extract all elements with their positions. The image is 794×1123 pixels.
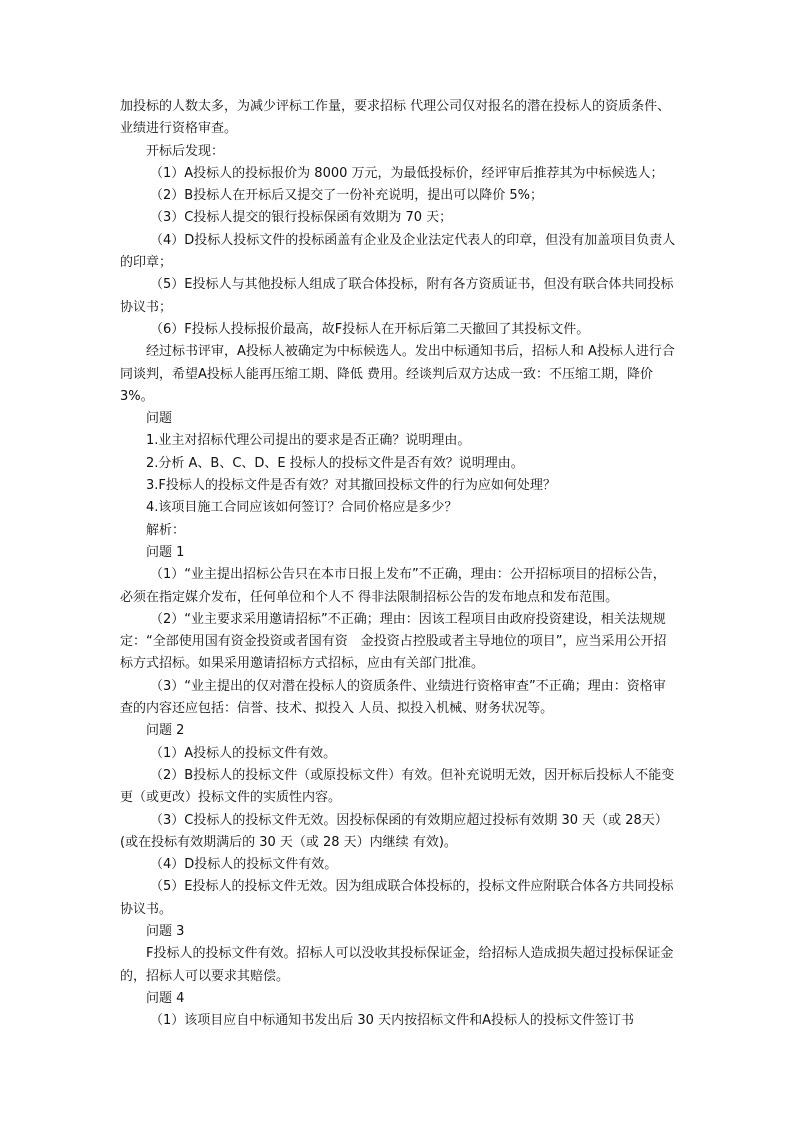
paragraph: 问题 <box>146 411 173 427</box>
paragraph: 3.F投标人的投标文件是否有效？对其撤回投标文件的行为应如何处理？ <box>146 478 556 494</box>
paragraph: （3）“业主提出的仅对潜在投标人的资质条件、业绩进行资格审查”不正确；理由：资格审查的内容还应包括：信誉、技术、拟投入 人员、拟投入机械、财务状况等。 <box>120 678 666 717</box>
paragraph: 问题 2 <box>146 723 185 739</box>
paragraph: （1）A投标人的投标文件有效。 <box>150 745 337 761</box>
paragraph: （4）D投标人投标文件的投标函盖有企业及企业法定代表人的印章，但没有加盖项目负责人的印章； <box>120 232 676 271</box>
paragraph: （6）F投标人投标报价最高，故F投标人在开标后第二天撤回了其投标文件。 <box>150 321 590 337</box>
paragraph: 4.该项目施工合同应该如何签订？合同价格应是多少？ <box>146 500 458 516</box>
paragraph: （1）A投标人的投标报价为 8000 万元，为最低投标价，经评审后推荐其为中标候选人； <box>150 165 664 181</box>
paragraph: （5）E投标人与其他投标人组成了联合体投标，附有各方资质证书，但没有联合体共同投标协议书； <box>120 277 674 315</box>
paragraph: （1）“业主提出招标公告只在本市日报上发布”不正确，理由：公开招标项目的招标公告，必须在指定媒介发布，任何单位和个人不 得非法限制招标公告的发布地点和发布范围。 <box>120 567 666 605</box>
paragraph: 加投标的人数太多，为减少评标工作量，要求招标 代理公司仅对报名的潜在投标人的资质条件、业绩进行资格审查。 <box>120 99 671 137</box>
paragraph: 2.分析 A、B、C、D、E 投标人的投标文件是否有效？说明理由。 <box>146 455 524 471</box>
paragraph: （5）E投标人的投标文件无效。因为组成联合体投标的，投标文件应附联合体各方共同投标协议书。 <box>120 879 674 917</box>
paragraph: 经过标书评审，A投标人被确定为中标候选人。发出中标通知书后，招标人和 A投标人进行合同谈判，希望A投标人能再压缩工期、降低 费用。经谈判后双方达成一致：不压缩工期，降价 3%。 <box>120 344 675 404</box>
paragraph: 开标后发现： <box>146 143 225 159</box>
paragraph: （1）该项目应自中标通知书发出后 30 天内按招标文件和A投标人的投标文件签订书 <box>150 1013 634 1029</box>
paragraph: 1.业主对招标代理公司提出的要求是否正确？说明理由。 <box>146 433 471 449</box>
paragraph: 问题 3 <box>146 923 185 939</box>
paragraph: 问题 1 <box>146 544 185 560</box>
paragraph: 问题 4 <box>146 990 185 1006</box>
paragraph: 解析： <box>146 522 186 538</box>
paragraph: （3）C投标人提交的银行投标保函有效期为 70 天； <box>150 210 453 226</box>
paragraph: （3）C投标人的投标文件无效。因投标保函的有效期应超过投标有效期 30 天（或 28天）(或在投标有效期满后的 30 天（或 28 天）内继续 有效)。 <box>120 812 668 850</box>
paragraph: （4）D投标人的投标文件有效。 <box>150 857 338 873</box>
paragraph: （2）B投标人在开标后又提交了一份补充说明，提出可以降价 5%； <box>150 188 543 204</box>
paragraph: （2）“业主要求采用邀请招标”不正确；理由：因该工程项目由政府投资建设，相关法规规定：“全部使用国有资金投资或者国有资 金投资占控股或者主导地位的项目”，应当采用公开招标方式招标。如果采用邀请招标方式招标，应由有关部门批准。 <box>120 611 667 672</box>
paragraph: （2）B投标人的投标文件（或原投标文件）有效。但补充说明无效，因开标后投标人不能变更（或更改）投标文件的实质性内容。 <box>120 767 675 806</box>
paragraph: F投标人的投标文件有效。招标人可以没收其投标保证金，给招标人造成损失超过投标保证金的，招标人可以要求其赔偿。 <box>120 946 674 984</box>
